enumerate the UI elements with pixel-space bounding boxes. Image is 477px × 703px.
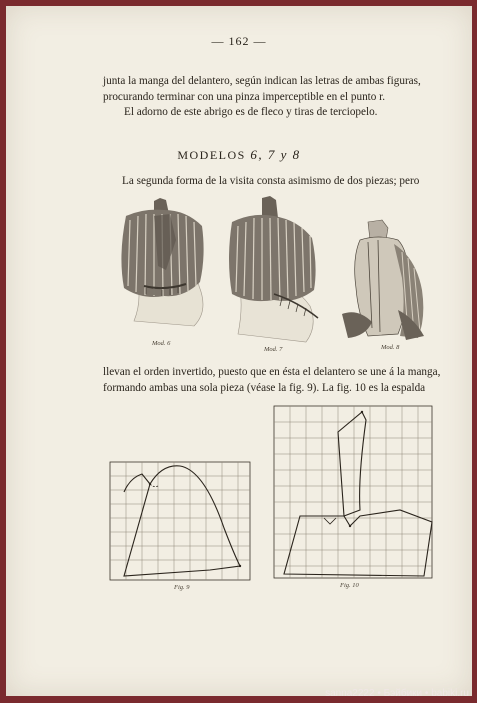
caption-fig-9: Fig. 9 (174, 584, 190, 591)
model-6-illustration (114, 196, 210, 336)
text-line-3: El adorno de este abrigo es de fleco y tiras de terciopelo. (124, 106, 378, 118)
text-line-5: llevan el orden invertido, puesto que en ésta el delantero se une á la manga, (103, 366, 441, 378)
fig-10-pattern-diagram (264, 398, 436, 584)
text-line-2: procurando terminar con una pinza imperceptible en el punto r. (103, 91, 386, 103)
heading-numbers: 6, 7 y 8 (250, 147, 301, 162)
fig-9-pattern-diagram (106, 458, 254, 586)
model-7-illustration (218, 194, 330, 344)
caption-fig-10: Fig. 10 (340, 582, 359, 589)
model-8-illustration (338, 218, 430, 344)
watermark-text: sanna2222 • Бэйбики • babiki.ru (325, 688, 469, 699)
text-line-1: junta la manga del delantero, según indican las letras de ambas figuras, (103, 75, 421, 87)
book-page (6, 6, 472, 696)
heading-word: MODELOS (177, 148, 246, 162)
text-line-6: formando ambas una sola pieza (véase la fig. 9). La fig. 10 es la espalda (103, 382, 426, 394)
page-number: — 162 — (211, 34, 267, 48)
caption-mod-8: Mod. 8 (381, 344, 400, 351)
caption-mod-7: Mod. 7 (264, 346, 283, 353)
text-line-4: La segunda forma de la visita consta asimismo de dos piezas; pero (122, 175, 420, 187)
section-heading (6, 147, 472, 163)
caption-mod-6: Mod. 6 (152, 340, 171, 347)
